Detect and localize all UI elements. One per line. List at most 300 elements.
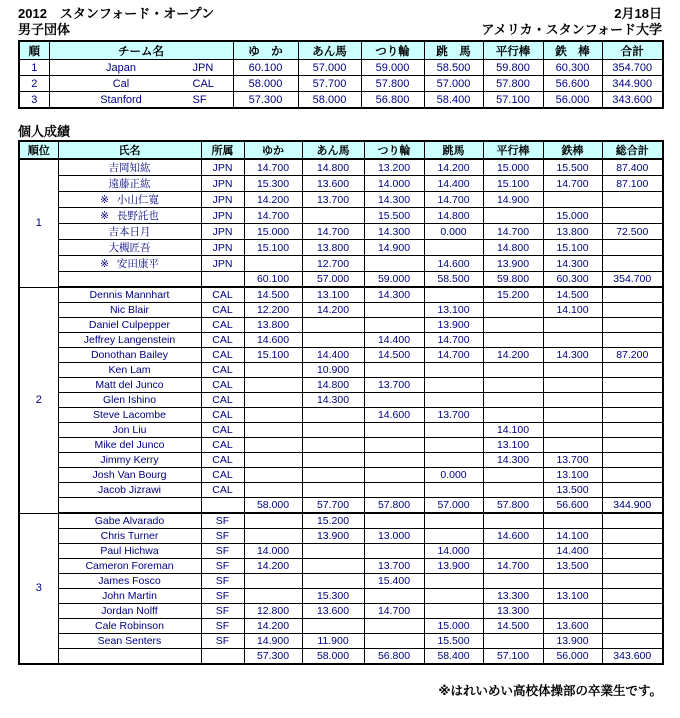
athlete-name-cell <box>58 619 201 634</box>
athlete-name: Donothan Bailey <box>90 349 169 361</box>
athlete-row <box>19 634 663 649</box>
athlete-score-cell: 12.700 <box>302 256 364 272</box>
group-total-cell: 57.300 <box>244 649 302 665</box>
total-team-cell <box>201 272 244 288</box>
athlete-score-cell: 13.100 <box>483 438 543 453</box>
athlete-name-cell <box>58 529 201 544</box>
team-table-header-row <box>19 41 663 60</box>
athlete-score-cell: 14.300 <box>364 192 424 208</box>
athlete-score-cell <box>364 303 424 318</box>
athlete-score-cell: 14.800 <box>483 240 543 256</box>
athlete-name-cell <box>58 256 201 272</box>
individual-column-header: つり輪 <box>364 141 424 159</box>
group-total-cell: 57.000 <box>424 498 483 514</box>
athlete-score-cell <box>364 393 424 408</box>
athlete-score-cell <box>602 208 663 224</box>
athlete-name-cell <box>58 192 201 208</box>
athlete-team-cell: SF <box>201 574 244 589</box>
athlete-team-cell: CAL <box>201 318 244 333</box>
athlete-score-cell: 14.400 <box>424 176 483 192</box>
athlete-name: Josh Van Bourg <box>92 469 167 481</box>
team-score-cell: 57.100 <box>483 92 543 109</box>
athlete-score-cell <box>543 393 602 408</box>
athlete-name-cell <box>58 318 201 333</box>
athlete-name-cell <box>58 287 201 303</box>
athlete-score-cell: 87.200 <box>602 348 663 363</box>
event-date: 2月18日 <box>614 6 662 21</box>
athlete-score-cell <box>244 378 302 393</box>
athlete-score-cell: 15.000 <box>244 224 302 240</box>
athlete-score-cell: 15.500 <box>424 634 483 649</box>
athlete-score-cell: 12.800 <box>244 604 302 619</box>
athlete-score-cell: 14.700 <box>244 208 302 224</box>
athlete-row <box>19 574 663 589</box>
team-score-cell: 57.800 <box>483 76 543 92</box>
athlete-row <box>19 287 663 303</box>
athlete-row <box>19 529 663 544</box>
athlete-score-cell <box>602 333 663 348</box>
individual-column-header: 鉄棒 <box>543 141 602 159</box>
athlete-team-cell: SF <box>201 529 244 544</box>
team-rank-cell: 2 <box>19 76 49 92</box>
athlete-score-cell <box>483 483 543 498</box>
total-name-cell <box>58 649 201 665</box>
team-name-wrap <box>50 94 233 106</box>
athlete-score-cell <box>602 589 663 604</box>
athlete-row <box>19 348 663 363</box>
athlete-score-cell: 13.600 <box>302 176 364 192</box>
athlete-score-cell <box>602 483 663 498</box>
athlete-team-cell: JPN <box>201 176 244 192</box>
athlete-score-cell <box>244 423 302 438</box>
athlete-name: Mike del Junco <box>94 439 165 451</box>
athlete-score-cell <box>543 604 602 619</box>
athlete-score-cell <box>602 408 663 423</box>
athlete-score-cell: 15.000 <box>483 159 543 176</box>
athlete-team-cell: JPN <box>201 159 244 176</box>
athlete-score-cell: 13.700 <box>543 453 602 468</box>
team-section-title: 男子団体 <box>18 22 71 37</box>
group-total-cell: 354.700 <box>602 272 663 288</box>
athlete-score-cell <box>602 363 663 378</box>
athlete-name: Daniel Culpepper <box>88 319 171 331</box>
athlete-score-cell <box>302 559 364 574</box>
athlete-row <box>19 438 663 453</box>
athlete-name-cell <box>58 408 201 423</box>
athlete-score-cell: 14.700 <box>483 559 543 574</box>
athlete-score-cell: 14.000 <box>424 544 483 559</box>
athlete-score-cell <box>244 589 302 604</box>
athlete-name: Jeffrey Langenstein <box>83 334 176 346</box>
group-total-cell: 57.100 <box>483 649 543 665</box>
athlete-score-cell <box>244 438 302 453</box>
athlete-score-cell: 13.600 <box>302 604 364 619</box>
athlete-score-cell <box>543 192 602 208</box>
athlete-score-cell: 12.200 <box>244 303 302 318</box>
athlete-score-cell <box>483 393 543 408</box>
team-rank-cell: 1 <box>19 60 49 76</box>
team-score-cell: 56.000 <box>543 92 602 109</box>
athlete-score-cell <box>602 604 663 619</box>
athlete-score-cell <box>302 544 364 559</box>
athlete-team-cell: CAL <box>201 438 244 453</box>
athlete-score-cell <box>364 453 424 468</box>
team-column-header: 平行棒 <box>483 41 543 60</box>
team-row <box>19 60 663 76</box>
athlete-score-cell <box>543 363 602 378</box>
athlete-row <box>19 468 663 483</box>
group-total-cell: 58.500 <box>424 272 483 288</box>
athlete-score-cell <box>602 453 663 468</box>
athlete-score-cell: 13.900 <box>424 559 483 574</box>
athlete-score-cell <box>424 393 483 408</box>
athlete-row <box>19 192 663 208</box>
athlete-score-cell <box>364 318 424 333</box>
team-score-cell: 59.000 <box>361 60 424 76</box>
athlete-score-cell: 14.800 <box>302 378 364 393</box>
athlete-score-cell: 14.100 <box>543 529 602 544</box>
athlete-score-cell: 14.300 <box>483 453 543 468</box>
group-total-cell: 343.600 <box>602 649 663 665</box>
athlete-name: Glen Ishino <box>102 394 157 406</box>
athlete-score-cell: 14.700 <box>424 348 483 363</box>
athlete-name: John Martin <box>102 590 157 602</box>
athlete-score-cell <box>602 423 663 438</box>
athlete-score-cell <box>602 619 663 634</box>
athlete-name: James Fosco <box>98 575 161 587</box>
athlete-score-cell <box>602 256 663 272</box>
athlete-score-cell: 14.200 <box>244 619 302 634</box>
athlete-score-cell <box>244 468 302 483</box>
athlete-row <box>19 408 663 423</box>
athlete-name: 大槻匠吾 <box>108 242 151 254</box>
athlete-name-cell <box>58 303 201 318</box>
athlete-name: Chris Turner <box>100 530 159 542</box>
group-total-row <box>19 498 663 514</box>
athlete-score-cell <box>543 513 602 529</box>
team-column-header: あん馬 <box>298 41 361 60</box>
athlete-score-cell: 15.200 <box>302 513 364 529</box>
team-name: Cal <box>112 77 130 90</box>
athlete-score-cell: 15.000 <box>424 619 483 634</box>
athlete-name-cell <box>58 240 201 256</box>
team-score-cell: 57.000 <box>298 60 361 76</box>
athlete-team-cell: CAL <box>201 423 244 438</box>
team-column-header: 跳 馬 <box>424 41 483 60</box>
athlete-score-cell <box>483 208 543 224</box>
athlete-score-cell: 13.100 <box>424 303 483 318</box>
athlete-row <box>19 240 663 256</box>
athlete-score-cell: 13.800 <box>244 318 302 333</box>
athlete-score-cell <box>543 438 602 453</box>
individual-results-table <box>18 140 664 665</box>
athlete-row <box>19 256 663 272</box>
athlete-team-cell: SF <box>201 544 244 559</box>
athlete-score-cell <box>364 438 424 453</box>
athlete-score-cell: 14.900 <box>483 192 543 208</box>
athlete-score-cell: 11.900 <box>302 634 364 649</box>
athlete-score-cell <box>602 378 663 393</box>
team-score-cell: 354.700 <box>602 60 663 76</box>
athlete-score-cell: 14.400 <box>543 544 602 559</box>
athlete-score-cell <box>602 438 663 453</box>
athlete-name-cell <box>58 513 201 529</box>
athlete-score-cell <box>602 393 663 408</box>
athlete-score-cell <box>424 604 483 619</box>
athlete-score-cell: 14.200 <box>302 303 364 318</box>
athlete-row <box>19 393 663 408</box>
group-total-cell: 58.400 <box>424 649 483 665</box>
athlete-name: 長野託也 <box>116 210 159 222</box>
athlete-score-cell <box>543 333 602 348</box>
athlete-name: Sean Senters <box>97 635 162 647</box>
athlete-row <box>19 318 663 333</box>
athlete-score-cell <box>543 378 602 393</box>
athlete-score-cell <box>602 559 663 574</box>
athlete-score-cell <box>302 423 364 438</box>
athlete-name-cell <box>58 348 201 363</box>
athlete-score-cell: 14.300 <box>364 224 424 240</box>
group-total-row <box>19 649 663 665</box>
athlete-score-cell: 15.000 <box>543 208 602 224</box>
title-row <box>18 6 662 22</box>
individual-column-header: 跳馬 <box>424 141 483 159</box>
athlete-score-cell <box>543 423 602 438</box>
athlete-score-cell: 72.500 <box>602 224 663 240</box>
team-score-cell: 58.500 <box>424 60 483 76</box>
athlete-score-cell <box>483 513 543 529</box>
athlete-score-cell: 87.400 <box>602 159 663 176</box>
team-column-header: チーム名 <box>49 41 233 60</box>
athlete-score-cell: 15.100 <box>244 240 302 256</box>
athlete-score-cell: 15.100 <box>244 348 302 363</box>
athlete-score-cell <box>424 513 483 529</box>
team-score-cell: 57.800 <box>361 76 424 92</box>
group-total-cell: 59.000 <box>364 272 424 288</box>
athlete-name-cell <box>58 224 201 240</box>
athlete-team-cell: SF <box>201 589 244 604</box>
group-total-cell: 57.000 <box>302 272 364 288</box>
athlete-score-cell: 13.900 <box>543 634 602 649</box>
athlete-score-cell <box>424 483 483 498</box>
athlete-score-cell: 14.900 <box>244 634 302 649</box>
athlete-score-cell <box>302 453 364 468</box>
athlete-name: Steve Lacombe <box>93 409 166 421</box>
athlete-score-cell: 15.400 <box>364 574 424 589</box>
athlete-name: Jimmy Kerry <box>100 454 159 466</box>
athlete-row <box>19 423 663 438</box>
athlete-score-cell <box>424 363 483 378</box>
athlete-score-cell: 14.300 <box>543 256 602 272</box>
team-score-cell: 60.100 <box>233 60 298 76</box>
athlete-team-cell: SF <box>201 513 244 529</box>
athlete-score-cell: 13.700 <box>364 559 424 574</box>
athlete-score-cell: 14.600 <box>364 408 424 423</box>
athlete-row <box>19 559 663 574</box>
athlete-score-cell <box>244 574 302 589</box>
athlete-score-cell: 15.200 <box>483 287 543 303</box>
athlete-score-cell <box>244 363 302 378</box>
athlete-score-cell <box>602 468 663 483</box>
individual-column-header: あん馬 <box>302 141 364 159</box>
athlete-score-cell <box>364 423 424 438</box>
team-row <box>19 92 663 109</box>
athlete-team-cell: JPN <box>201 208 244 224</box>
athlete-team-cell: JPN <box>201 240 244 256</box>
team-score-cell: 60.300 <box>543 60 602 76</box>
athlete-score-cell <box>483 544 543 559</box>
athlete-score-cell <box>602 544 663 559</box>
athlete-score-cell: 15.100 <box>483 176 543 192</box>
athlete-name: 小山仁寛 <box>116 194 159 206</box>
athlete-score-cell <box>424 287 483 303</box>
athlete-name: Jacob Jizrawi <box>97 484 162 496</box>
team-name-cell <box>49 76 233 92</box>
athlete-score-cell: 13.100 <box>543 468 602 483</box>
athlete-score-cell <box>244 256 302 272</box>
athlete-name: Cameron Foreman <box>85 560 174 572</box>
athlete-score-cell: 14.200 <box>244 559 302 574</box>
athlete-row <box>19 513 663 529</box>
athlete-row <box>19 619 663 634</box>
athlete-score-cell <box>364 589 424 604</box>
athlete-score-cell: 14.700 <box>302 224 364 240</box>
athlete-score-cell: 13.800 <box>543 224 602 240</box>
team-score-cell: 343.600 <box>602 92 663 109</box>
athlete-team-cell: JPN <box>201 192 244 208</box>
athlete-score-cell: 14.100 <box>483 423 543 438</box>
team-code: CAL <box>192 77 214 90</box>
athlete-score-cell: 15.300 <box>302 589 364 604</box>
team-score-cell: 58.000 <box>233 76 298 92</box>
individual-column-header: ゆか <box>244 141 302 159</box>
athlete-row <box>19 224 663 240</box>
athlete-score-cell <box>483 303 543 318</box>
athlete-score-cell <box>302 318 364 333</box>
athlete-score-cell: 13.900 <box>483 256 543 272</box>
athlete-row <box>19 589 663 604</box>
athlete-score-cell <box>364 544 424 559</box>
athlete-row <box>19 378 663 393</box>
athlete-score-cell <box>543 574 602 589</box>
team-score-cell: 56.600 <box>543 76 602 92</box>
athlete-score-cell <box>302 408 364 423</box>
athlete-score-cell: 14.800 <box>302 159 364 176</box>
individual-column-header: 順位 <box>19 141 58 159</box>
athlete-team-cell: SF <box>201 604 244 619</box>
athlete-score-cell <box>302 208 364 224</box>
athlete-score-cell: 14.700 <box>424 192 483 208</box>
athlete-score-cell <box>543 318 602 333</box>
athlete-score-cell <box>244 393 302 408</box>
athlete-score-cell: 14.700 <box>364 604 424 619</box>
athlete-score-cell <box>602 574 663 589</box>
athlete-score-cell <box>302 468 364 483</box>
athlete-score-cell <box>483 378 543 393</box>
athlete-score-cell: 13.700 <box>302 192 364 208</box>
group-rank-cell: 3 <box>19 513 58 664</box>
athlete-score-cell: 13.700 <box>424 408 483 423</box>
athlete-score-cell <box>364 363 424 378</box>
athlete-score-cell <box>602 318 663 333</box>
group-total-cell: 58.000 <box>244 498 302 514</box>
group-total-cell: 57.800 <box>364 498 424 514</box>
athlete-score-cell <box>424 423 483 438</box>
athlete-score-cell <box>602 303 663 318</box>
athlete-team-cell: SF <box>201 634 244 649</box>
athlete-score-cell <box>244 513 302 529</box>
individual-column-header: 氏名 <box>58 141 201 159</box>
group-total-cell: 56.000 <box>543 649 602 665</box>
athlete-score-cell: 0.000 <box>424 468 483 483</box>
group-total-cell: 57.700 <box>302 498 364 514</box>
athlete-name: Matt del Junco <box>95 379 164 391</box>
athlete-score-cell <box>483 318 543 333</box>
athlete-name: Jon Liu <box>112 424 147 436</box>
athlete-score-cell: 14.700 <box>424 333 483 348</box>
athlete-score-cell: 14.700 <box>244 159 302 176</box>
athlete-score-cell: 15.300 <box>244 176 302 192</box>
athlete-score-cell <box>244 483 302 498</box>
athlete-score-cell <box>483 333 543 348</box>
athlete-name-cell <box>58 378 201 393</box>
team-name-wrap <box>50 78 233 90</box>
team-column-header: 合計 <box>602 41 663 60</box>
team-name-cell <box>49 60 233 76</box>
athlete-score-cell: 10.900 <box>302 363 364 378</box>
athlete-score-cell <box>244 408 302 423</box>
individual-table-header-row <box>19 141 663 159</box>
athlete-score-cell: 13.600 <box>543 619 602 634</box>
athlete-score-cell: 14.000 <box>364 176 424 192</box>
athlete-name: Nic Blair <box>109 304 150 316</box>
athlete-name-cell <box>58 423 201 438</box>
athlete-score-cell: 14.200 <box>483 348 543 363</box>
athlete-name: 遠藤正紘 <box>108 178 151 190</box>
individual-section-title: 個人成績 <box>18 124 71 139</box>
athlete-name-cell <box>58 574 201 589</box>
athlete-row <box>19 303 663 318</box>
athlete-name-cell <box>58 589 201 604</box>
athlete-score-cell: 14.900 <box>364 240 424 256</box>
team-name: Japan <box>106 61 136 74</box>
athlete-team-cell: CAL <box>201 348 244 363</box>
team-column-header: つり輪 <box>361 41 424 60</box>
athlete-score-cell: 13.500 <box>543 559 602 574</box>
athlete-team-cell: CAL <box>201 303 244 318</box>
athlete-score-cell: 13.900 <box>302 529 364 544</box>
athlete-score-cell <box>364 634 424 649</box>
athlete-score-cell <box>302 333 364 348</box>
athlete-name-cell <box>58 333 201 348</box>
athlete-name: 安田康平 <box>116 258 159 270</box>
team-score-cell: 344.900 <box>602 76 663 92</box>
athlete-name-cell <box>58 438 201 453</box>
athlete-score-cell: 14.100 <box>543 303 602 318</box>
athlete-team-cell: JPN <box>201 224 244 240</box>
athlete-row <box>19 159 663 176</box>
athlete-score-cell: 13.100 <box>543 589 602 604</box>
athlete-score-cell: 13.500 <box>543 483 602 498</box>
athlete-score-cell <box>602 287 663 303</box>
athlete-row <box>19 483 663 498</box>
athlete-score-cell <box>602 513 663 529</box>
graduate-mark: ※ <box>100 258 109 270</box>
athlete-score-cell: 14.000 <box>244 544 302 559</box>
athlete-score-cell <box>364 513 424 529</box>
group-total-cell: 344.900 <box>602 498 663 514</box>
athlete-score-cell <box>602 192 663 208</box>
